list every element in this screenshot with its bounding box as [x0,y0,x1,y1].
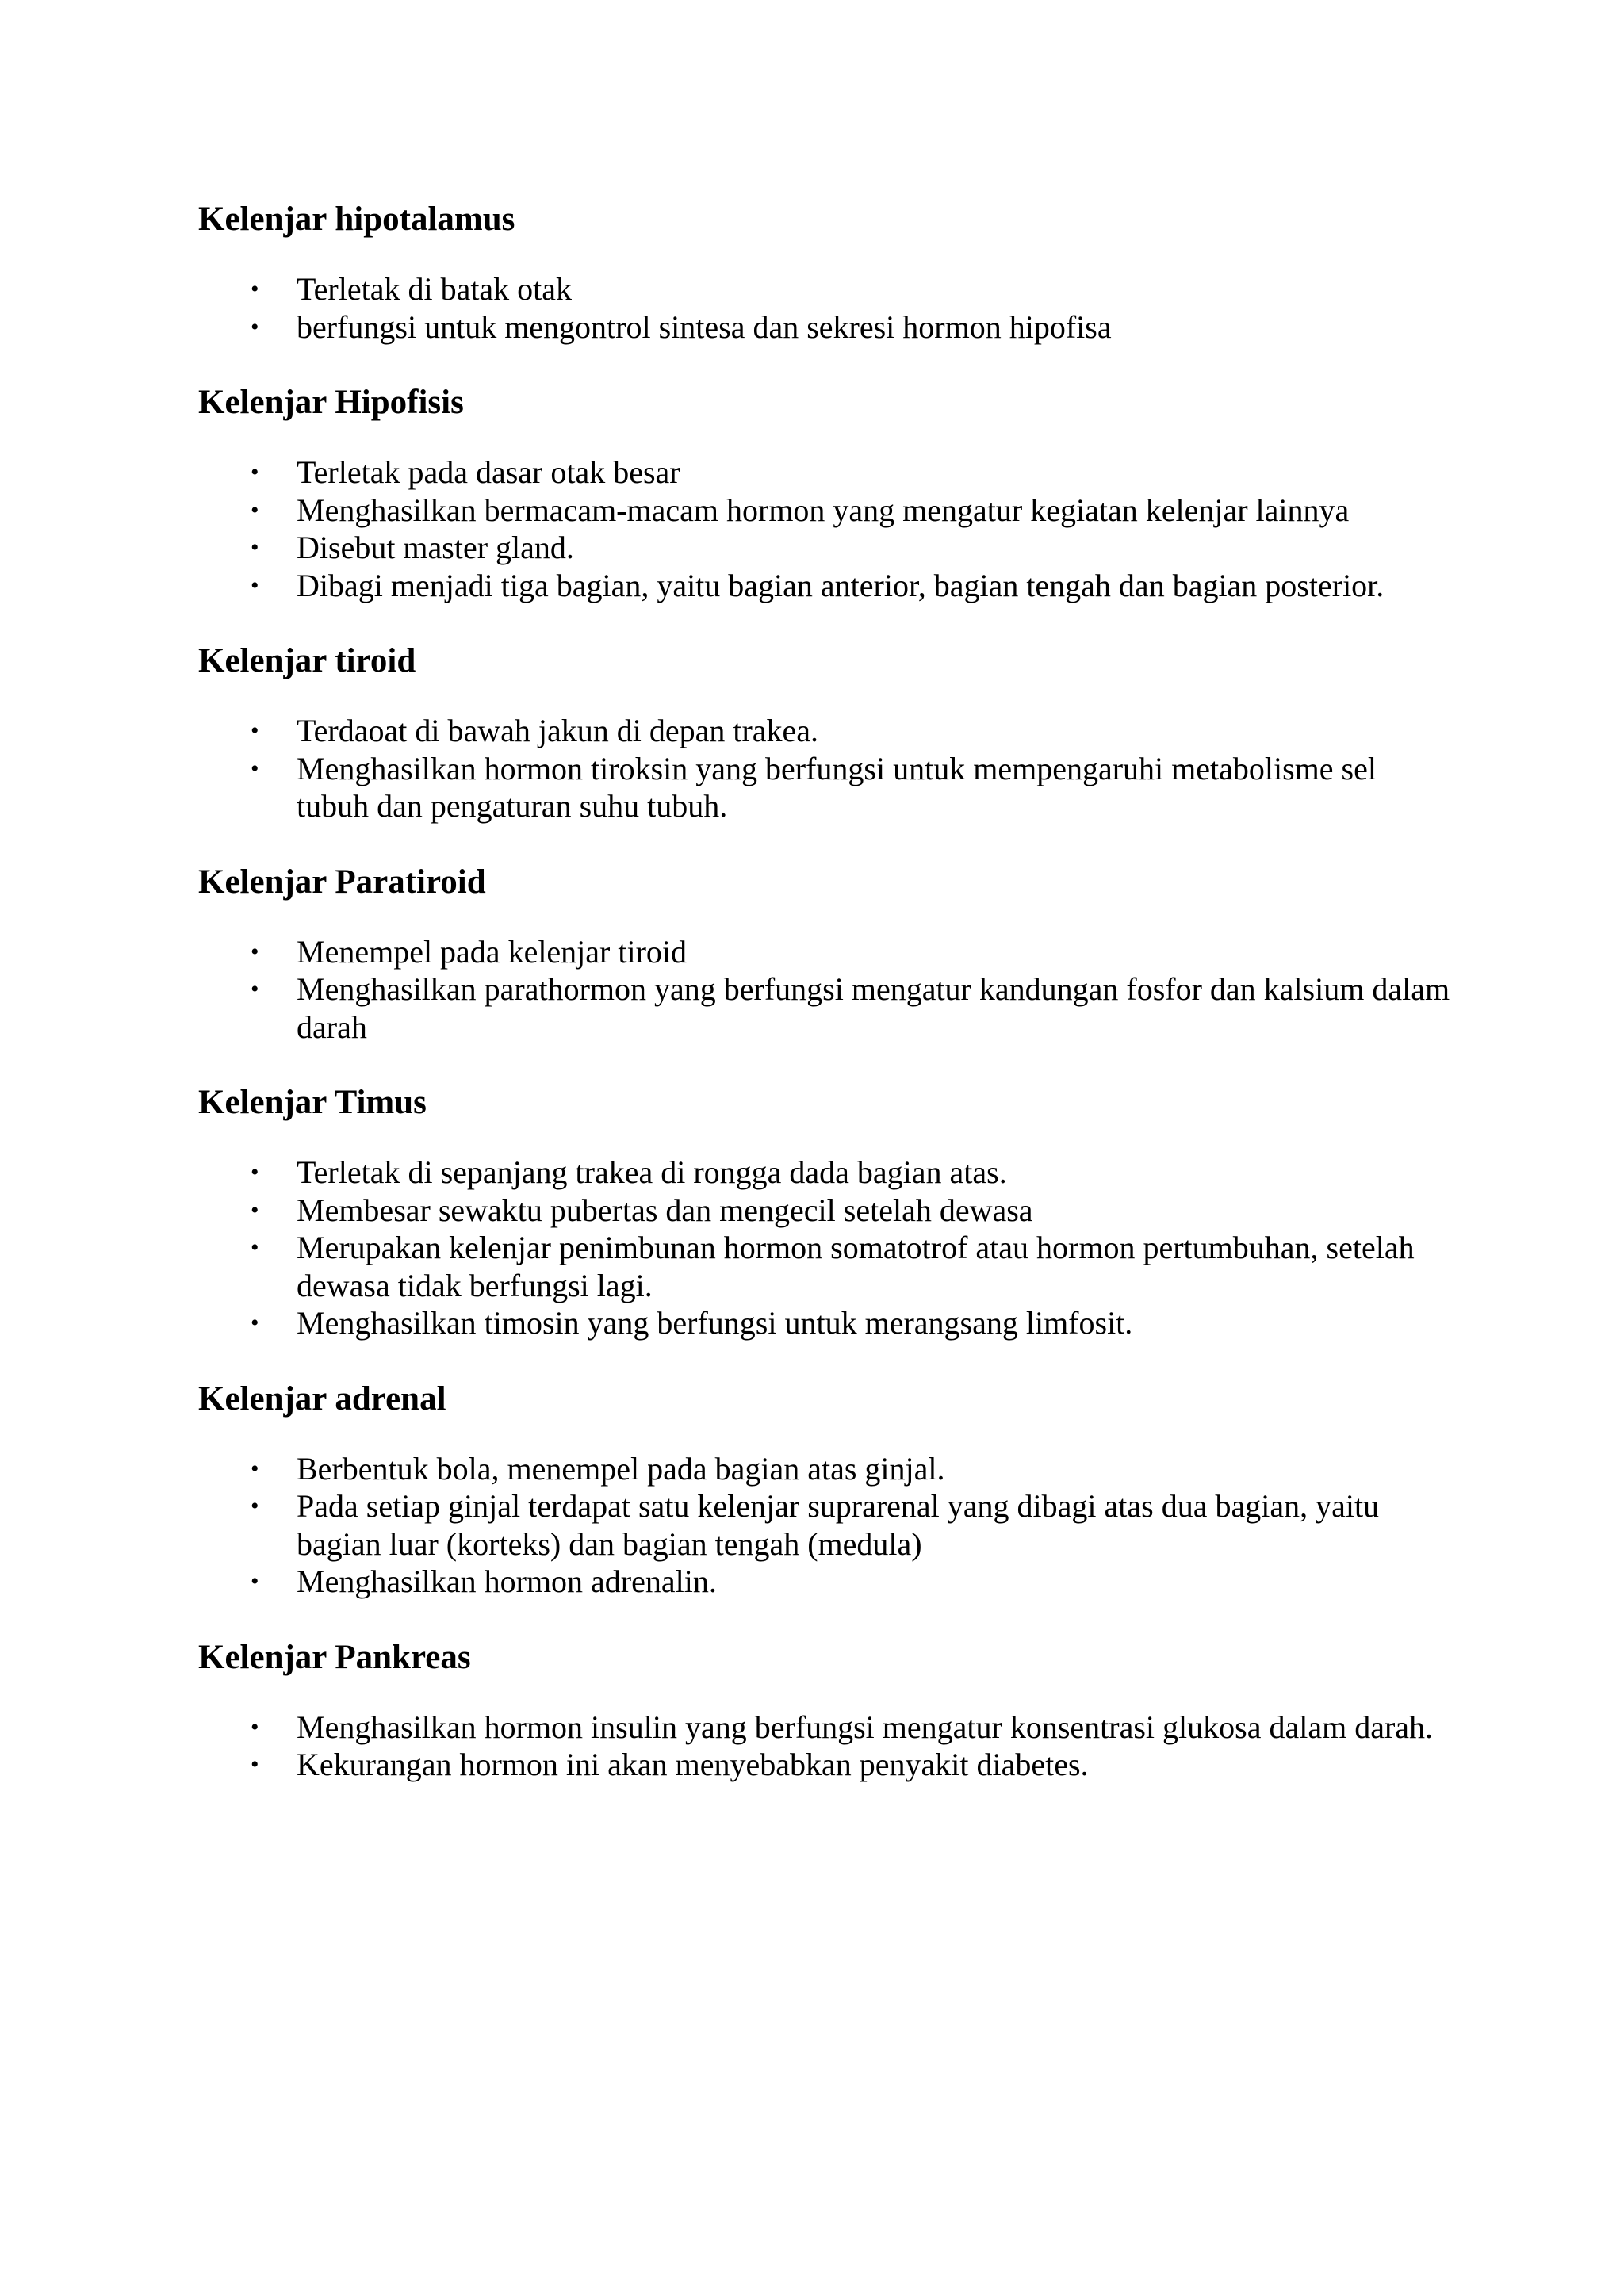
section-pankreas [198,1636,1435,1784]
list-item-text: Pada setiap ginjal terdapat satu kelenjar suprarenal yang dibagi atas dua bagian, yaitu bagian luar (korteks) dan bagian tengah (medula) [297,1488,1380,1562]
document-page [198,198,1450,1820]
list-item [198,270,1454,308]
bullet-icon: • [251,1455,259,1482]
list-item-text: Dibagi menjadi tiga bagian, yaitu bagian anterior, bagian tengah dan bagian posterior. [297,567,1385,603]
bullet-list [198,453,1435,604]
list-item-text: Menghasilkan hormon tiroksin yang berfungsi untuk mempengaruhi metabolisme sel tubuh dan pengaturan suhu tubuh. [297,750,1377,824]
list-item [198,492,1454,530]
list-item [198,712,1454,750]
bullet-icon: • [251,1493,259,1519]
bullet-icon: • [251,1751,259,1777]
list-item-text: Menghasilkan hormon adrenalin. [297,1563,717,1599]
bullet-list [198,712,1435,825]
bullet-icon: • [251,1713,259,1740]
list-item [198,1709,1454,1747]
section-adrenal [198,1378,1435,1601]
list-item [198,1450,1454,1488]
section-title: Kelenjar hipotalamus [198,201,515,238]
section-title: Kelenjar adrenal [198,1380,446,1418]
list-item [198,1487,1454,1563]
bullet-icon: • [251,496,259,523]
bullet-icon: • [251,459,259,485]
list-item-text: Merupakan kelenjar penimbunan hormon somatotrof atau hormon pertumbuhan, setelah dewasa tidak berfungsi lagi. [297,1230,1415,1303]
list-item-text: Terletak pada dasar otak besar [297,454,680,490]
section-title: Kelenjar tiroid [198,642,416,679]
list-item [198,567,1454,605]
bullet-list [198,1709,1435,1784]
section-title: Kelenjar Timus [198,1084,427,1121]
list-item [198,529,1454,567]
list-item [198,1304,1454,1342]
list-item [198,1746,1454,1784]
bullet-icon: • [251,1234,259,1261]
section-timus [198,1081,1435,1342]
section-hipotalamus [198,198,1435,346]
bullet-icon: • [251,976,259,1002]
list-item [198,308,1454,346]
list-item [198,970,1454,1046]
bullet-icon: • [251,718,259,744]
list-item [198,453,1454,492]
bullet-icon: • [251,276,259,302]
bullet-list [198,1450,1435,1601]
section-title: Kelenjar Hipofisis [198,384,464,421]
list-item-text: Terletak di sepanjang trakea di rongga dada bagian atas. [297,1154,1007,1190]
list-item-text: Terdaoat di bawah jakun di depan trakea. [297,713,819,748]
list-item-text: Menghasilkan bermacam-macam hormon yang mengatur kegiatan kelenjar lainnya [297,492,1350,528]
section-title: Kelenjar Pankreas [198,1638,471,1676]
section-paratiroid [198,861,1450,1047]
bullet-icon: • [251,938,259,965]
bullet-icon: • [251,313,259,340]
list-item [198,750,1454,825]
list-item [198,933,1454,971]
list-item [198,1154,1454,1192]
list-item-text: Menempel pada kelenjar tiroid [297,933,688,970]
bullet-icon: • [251,1196,259,1223]
bullet-list [198,270,1435,346]
list-item [198,1563,1454,1601]
bullet-list [198,933,1450,1047]
list-item-text: Terletak di batak otak [297,271,573,307]
section-hipofisis [198,381,1435,604]
list-item-text: Kekurangan hormon ini akan menyebabkan penyakit diabetes. [297,1747,1089,1782]
bullet-icon: • [251,1310,259,1336]
bullet-icon: • [251,755,259,782]
section-tiroid [198,640,1435,825]
list-item-text: Menghasilkan parathormon yang berfungsi mengatur kandungan fosfor dan kalsium dalam darah [297,971,1450,1045]
list-item-text: Disebut master gland. [297,530,574,565]
bullet-icon: • [251,534,259,561]
list-item-text: berfungsi untuk mengontrol sintesa dan sekresi hormon hipofisa [297,308,1112,345]
section-title: Kelenjar Paratiroid [198,863,486,901]
list-item-text: Berbentuk bola, menempel pada bagian atas ginjal. [297,1450,945,1487]
list-item [198,1192,1454,1230]
bullet-list [198,1154,1435,1342]
bullet-icon: • [251,1159,259,1185]
list-item-text: Menghasilkan timosin yang berfungsi untuk merangsang limfosit. [297,1305,1133,1341]
list-item-text: Membesar sewaktu pubertas dan mengecil setelah dewasa [297,1192,1033,1228]
list-item [198,1229,1454,1304]
bullet-icon: • [251,1568,259,1594]
bullet-icon: • [251,572,259,599]
list-item-text: Menghasilkan hormon insulin yang berfungsi mengatur konsentrasi glukosa dalam darah. [297,1709,1434,1745]
